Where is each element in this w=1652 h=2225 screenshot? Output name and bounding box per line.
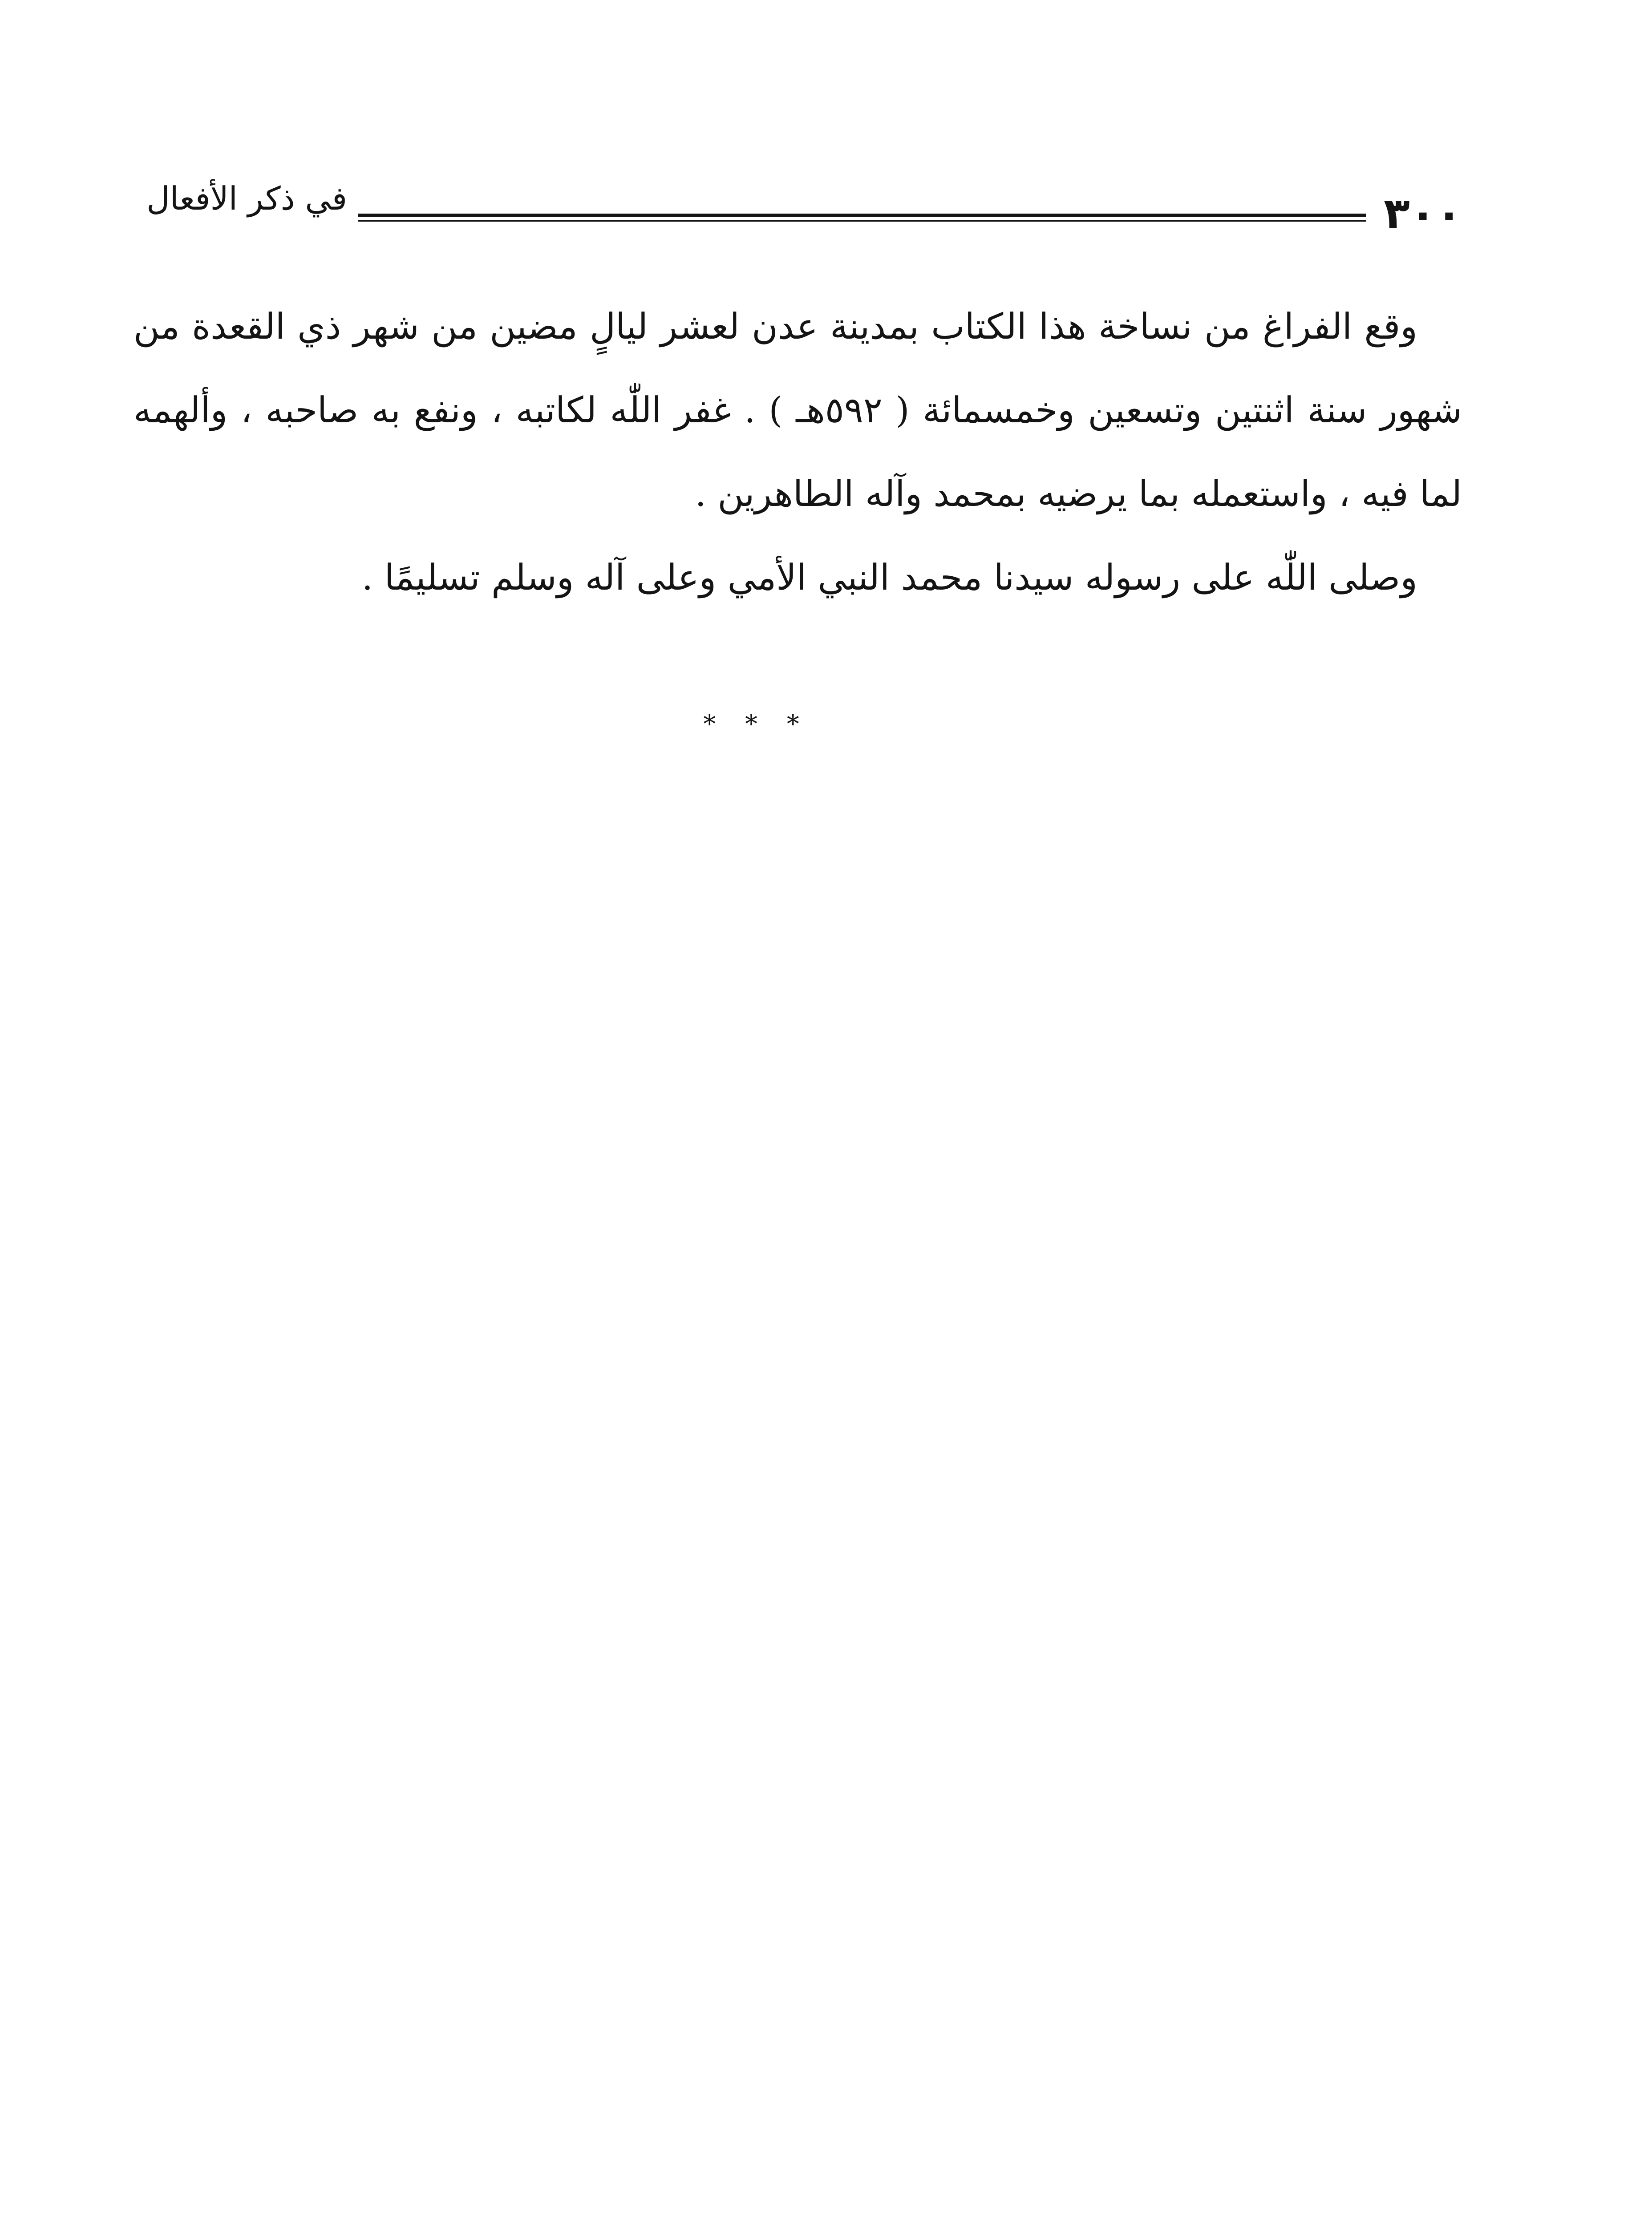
section-separator: * * * (703, 710, 810, 739)
colophon-paragraph: وقع الفراغ من نساخة هذا الكتاب بمدينة عدن لعشر ليالٍ مضين من شهر ذي القعدة من شهور سنة اثنتين وتسعين وخمسمائة ( ٥٩٢هـ ) . غفر اللّٰه لكاتبه ، ونفع به صاحبه ، وألهمه لما فيه ، واستعمله بما يرضيه بمحمد وآله الطاهرين . (134, 306, 1462, 514)
section-title: في ذكر الأفعال (146, 180, 347, 217)
header-rule-thin (358, 220, 1366, 222)
running-header (134, 174, 1462, 254)
header-double-rule (358, 214, 1366, 222)
body-text (134, 285, 1462, 619)
page-number: ٣٠٠ (1384, 189, 1462, 239)
header-rule-thick (358, 214, 1366, 217)
closing-prayer-paragraph: وصلى اللّٰه على رسوله سيدنا محمد النبي الأمي وعلى آله وسلم تسليمًا . (361, 557, 1417, 598)
